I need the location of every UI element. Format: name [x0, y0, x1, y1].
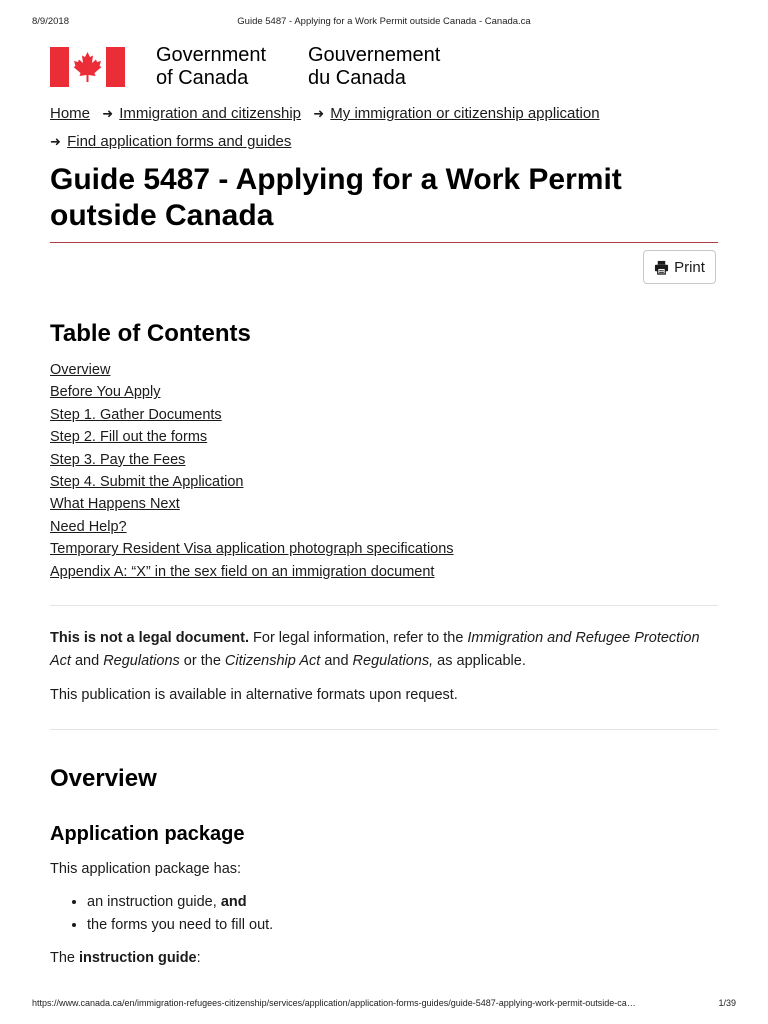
toc-item [50, 471, 454, 493]
wordmark-english: Government of Canada [156, 44, 267, 89]
toc-item [50, 381, 454, 403]
title-divider [50, 242, 718, 243]
toc-link-step-2[interactable]: Step 2. Fill out the forms [50, 429, 208, 446]
toc-item [50, 493, 454, 515]
legal-notice: This is not a legal document. For legal information, refer to the Immigration and Refugee Protection Act and Regulations or the Citizenship Act and Regulations, as applicable. [50, 630, 700, 669]
print-url: https://www.canada.ca/en/immigration-refugees-citizenship/services/application/application-forms-guides/guide-5487-applying-work-permit-outside-ca… [32, 998, 636, 1008]
section-divider [50, 729, 718, 730]
toc-item [50, 538, 454, 560]
package-contents-list [50, 891, 273, 937]
breadcrumb-forms-guides[interactable]: Find application forms and guides [67, 133, 292, 150]
toc-link-photo-specs[interactable]: Temporary Resident Visa application photograph specifications [50, 541, 454, 558]
print-page-number: 1/39 [718, 998, 736, 1008]
toc-link-before-you-apply[interactable]: Before You Apply [50, 384, 161, 401]
toc-link-appendix-a[interactable]: Appendix A: “X” in the sex field on an immigration document [50, 563, 435, 580]
toc-link-what-happens-next[interactable]: What Happens Next [50, 496, 180, 513]
toc-link-step-3[interactable]: Step 3. Pay the Fees [50, 451, 186, 468]
arrow-right-icon: ➜ [50, 134, 61, 149]
list-item: • the forms you need to fill out. [87, 914, 273, 937]
breadcrumb-my-application[interactable]: My immigration or citizenship application [330, 105, 600, 122]
government-signature[interactable] [50, 44, 440, 90]
arrow-right-icon: ➜ [313, 106, 325, 121]
toc-item [50, 516, 454, 538]
section-divider [50, 605, 718, 606]
print-header [32, 16, 736, 27]
print-date: 8/9/2018 [32, 16, 69, 27]
instruction-guide-intro: The instruction guide: [50, 950, 201, 966]
application-package-heading: Application package [50, 823, 245, 845]
list-item: • an instruction guide, and [87, 891, 273, 914]
print-button-label: Print [674, 258, 705, 276]
printer-icon [654, 260, 669, 275]
toc-item [50, 404, 454, 426]
toc-link-step-1[interactable]: Step 1. Gather Documents [50, 406, 222, 423]
toc-link-step-4[interactable]: Step 4. Submit the Application [50, 474, 244, 491]
overview-heading: Overview [50, 765, 157, 792]
breadcrumb [50, 100, 730, 156]
toc-link-need-help[interactable]: Need Help? [50, 518, 127, 535]
breadcrumb-home[interactable]: Home [50, 105, 91, 122]
breadcrumb-immigration-citizenship[interactable]: Immigration and citizenship [119, 105, 302, 122]
toc-item [50, 426, 454, 448]
toc-link-overview[interactable]: Overview [50, 362, 111, 378]
toc-item [50, 359, 454, 381]
canada-flag-icon [50, 47, 125, 87]
toc-item [50, 561, 454, 583]
page-title: Guide 5487 - Applying for a Work Permit outside Canada [50, 163, 622, 232]
print-footer [32, 998, 736, 1008]
print-page-title: Guide 5487 - Applying for a Work Permit outside Canada - Canada.ca [237, 16, 531, 27]
package-intro: This application package has: [50, 861, 242, 877]
toc-item [50, 449, 454, 471]
print-button[interactable] [643, 250, 716, 284]
alternative-formats-notice: This publication is available in alternative formats upon request. [50, 687, 458, 703]
government-wordmark [156, 44, 440, 90]
wordmark-french: Gouvernement du Canada [308, 44, 441, 89]
toc-heading: Table of Contents [50, 320, 251, 347]
arrow-right-icon: ➜ [102, 106, 114, 121]
table-of-contents [50, 359, 454, 583]
